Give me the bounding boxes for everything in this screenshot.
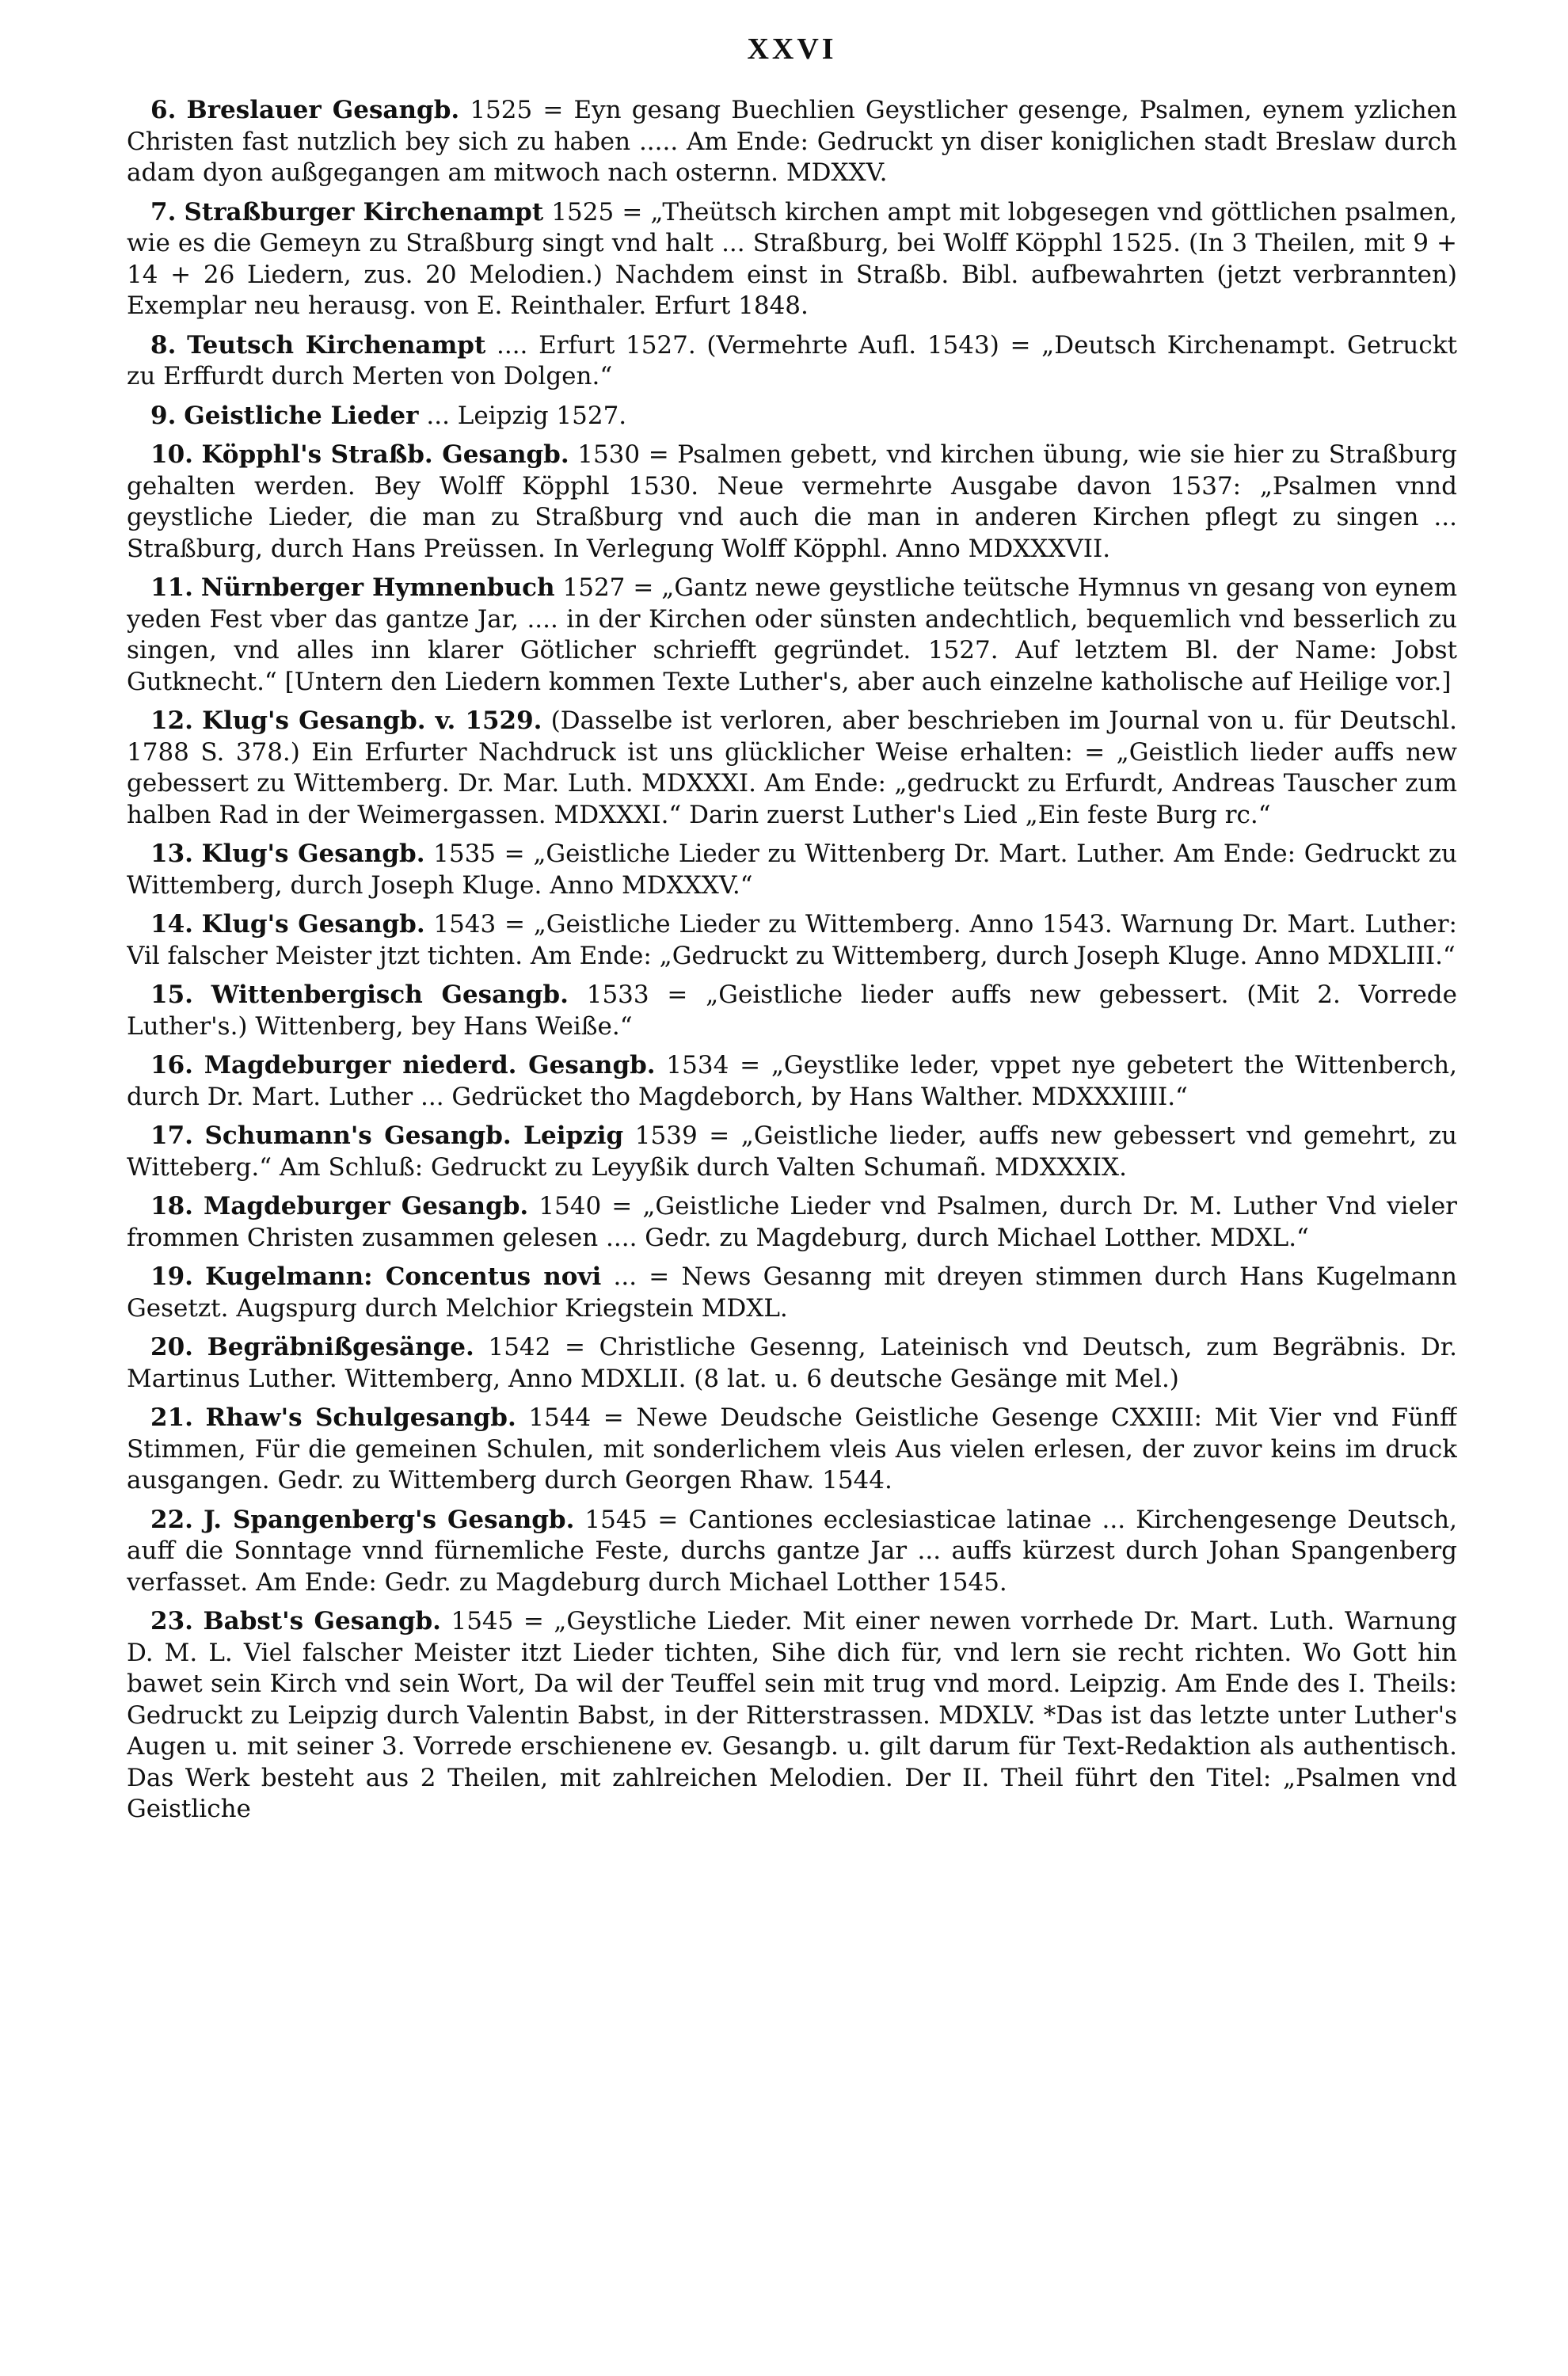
bibliography-entry [127,573,1457,698]
entry-number: 21. [150,1403,193,1432]
bibliography-entry [127,839,1457,901]
entry-text: 1535 = „Geistliche Lieder zu Wittenberg Dr. Mart. Luther. Am Ende: Gedruckt zu Wittemberg, durch Joseph Kluge. Anno MDXXXV.“ [127,840,1457,900]
entry-text: 1545 = „Geystliche Lieder. Mit einer newen vorrhede Dr. Mart. Luth. Warnung D. M. L. Viel falscher Meister itzt Lieder tichten, Sihe dich für, vnd lern sie recht richten. Wo Gott hin bawet sein Kirch vnd sein Wort, Da wil der Teuffel sein mit trug vnd mord. Leipzig. Am Ende des I. Theils: Gedruckt zu Leipzig durch Valentin Babst, in der Ritterstrassen. MDXLV. *Das ist das letzte unter Luther's Augen u. mit seiner 3. Vorrede erschienene ev. Gesangb. u. gilt darum für Text-Redaktion als authentisch. Das Werk besteht aus 2 Theilen, mit zahlreichen Melodien. Der II. Theil führt den Titel: „Psalmen vnd Geistliche [127,1607,1457,1823]
bibliography-entry [127,909,1457,972]
entry-heading: Magdeburger Gesangb. [204,1192,529,1220]
entry-number: 18. [150,1192,193,1220]
entry-number: 17. [150,1121,193,1150]
entry-number: 20. [150,1333,193,1361]
entry-heading: Wittenbergisch Gesangb. [211,980,569,1009]
entry-heading: Klug's Gesangb. v. 1529. [202,706,542,735]
entry-text: 1540 = „Geistliche Lieder vnd Psalmen, durch Dr. M. Luther Vnd vieler frommen Christen zusammen gelesen .... Gedr. zu Magdeburg, durch Michael Lotther. MDXL.“ [127,1192,1457,1252]
entry-heading: Geistliche Lieder [184,401,419,430]
entry-text: 1543 = „Geistliche Lieder zu Wittemberg. Anno 1543. Warnung Dr. Mart. Luther: Vil falscher Meister jtzt tichten. Am Ende: „Gedruckt zu Wittemberg, durch Joseph Kluge. Anno MDXLIII.“ [127,910,1457,970]
bibliography-entry [127,1121,1457,1183]
entry-number: 22. [150,1505,193,1534]
bibliography-entry [127,1505,1457,1599]
bibliography-entry [127,1191,1457,1254]
bibliography-entry [127,1606,1457,1826]
bibliography-entry [127,980,1457,1042]
bibliography-entry [127,330,1457,393]
entry-number: 10. [150,440,193,469]
bibliography-entry [127,1403,1457,1497]
entry-heading: Begräbnißgesänge. [207,1333,474,1361]
entry-text: 1544 = Newe Deudsche Geistliche Gesenge CXXIII: Mit Vier vnd Fünff Stimmen, Für die gemeinen Schulen, mit sonderlichem vleis Aus vielen erlesen, der zuvor keins im druck ausgangen. Gedr. zu Wittemberg durch Georgen Rhaw. 1544. [127,1403,1457,1495]
entry-text: 1542 = Christliche Gesenng, Lateinisch vnd Deutsch, zum Begräbnis. Dr. Martinus Luther. Wittemberg, Anno MDXLII. (8 lat. u. 6 deutsche Gesänge mit Mel.) [127,1333,1457,1393]
entry-heading: Rhaw's Schulgesangb. [205,1403,516,1432]
bibliography-entry [127,1262,1457,1324]
entry-number: 23. [150,1607,193,1635]
entry-heading: Babst's Gesangb. [203,1607,441,1635]
entry-heading: Schumann's Gesangb. Leipzig [204,1121,624,1150]
bibliography-entry [127,401,1457,432]
document-page [127,32,1457,2344]
bibliography-entries [127,95,1457,1826]
entry-text: 1527 = „Gantz newe geystliche teütsche Hymnus vn gesang von eynem yeden Fest vber das gantze Jar, .... in der Kirchen oder sünsten andechtlich, bequemlich vnd besserlich zu singen, vnd alles inn klarer Götlicher schriefft gegründet. 1527. Auf letztem Bl. der Name: Jobst Gutknecht.“ [Untern den Liedern kommen Texte Luther's, aber auch einzelne katholische auf Heilige vor.] [127,573,1457,696]
entry-number: 14. [150,910,193,939]
entry-number: 9. [150,401,177,430]
bibliography-entry [127,1050,1457,1113]
page-number: XXVI [747,32,837,66]
entry-heading: Straßburger Kirchenampt [184,197,544,227]
bibliography-entry [127,197,1457,322]
entry-heading: Klug's Gesangb. [201,840,425,868]
entry-heading: J. Spangenberg's Gesangb. [203,1505,575,1534]
entry-heading: Köpphl's Straßb. Gesangb. [201,440,569,469]
entry-text: ... Leipzig 1527. [426,401,627,430]
entry-number: 8. [150,330,177,360]
entry-text: 1533 = „Geistliche lieder auffs new gebessert. (Mit 2. Vorrede Luther's.) Wittenberg, bey Hans Weiße.“ [127,980,1457,1041]
entry-text: .... Erfurt 1527. (Vermehrte Aufl. 1543) = „Deutsch Kirchenampt. Getruckt zu Erffurdt durch Merten von Dolgen.“ [127,330,1457,390]
bibliography-entry [127,95,1457,189]
entry-number: 11. [150,573,193,602]
entry-number: 16. [150,1051,193,1079]
entry-text: 1539 = „Geistliche lieder, auffs new gebessert vnd gemehrt, zu Witteberg.“ Am Schluß: Gedruckt zu Leyyßik durch Valten Schumañ. MDXXXIX. [127,1121,1457,1182]
entry-text: 1525 = Eyn gesang Buechlien Geystlicher gesenge, Psalmen, eynem yzlichen Christen fast nutzlich bey sich zu haben ..... Am Ende: Gedruckt yn diser koniglichen stadt Breslaw durch adam dyon außgegangen am mitwoch nach osternn. MDXXV. [127,96,1457,187]
entry-number: 13. [150,840,193,868]
bibliography-entry [127,440,1457,565]
entry-heading: Magdeburger niederd. Gesangb. [204,1051,656,1079]
bibliography-entry [127,706,1457,831]
entry-text: 1545 = Cantiones ecclesiasticae latinae ... Kirchengesenge Deutsch, auff die Sonntage vnnd fürnemliche Feste, durchs gantze Jar ... auffs kürzest durch Johan Spangenberg verfasset. Am Ende: Gedr. zu Magdeburg durch Michael Lotther 1545. [127,1505,1457,1597]
entry-number: 15. [150,980,193,1009]
entry-number: 6. [150,96,177,124]
entry-text: (Dasselbe ist verloren, aber beschrieben im Journal von u. für Deutschl. 1788 S. 378.) Ein Erfurter Nachdruck ist uns glücklicher Weise erhalten: = „Geistlich lieder auffs new gebessert zu Wittemberg. Dr. Mar. Luth. MDXXXI. Am Ende: „gedruckt zu Erfurdt, Andreas Tauscher zum halben Rad in der Weimergassen. MDXXXI.“ Darin zuerst Luther's Lied „Ein feste Burg rc.“ [127,706,1457,829]
entry-text: 1525 = „Theütsch kirchen ampt mit lobgesegen vnd göttlichen psalmen, wie es die Gemeyn zu Straßburg singt vnd halt ... Straßburg, bei Wolff Köpphl 1525. (In 3 Theilen, mit 9 + 14 + 26 Liedern, zus. 20 Melodien.) Nachdem einst in Straßb. Bibl. aufbewahrten (jetzt verbrannten) Exemplar neu herausg. von E. Reinthaler. Erfurt 1848. [127,197,1457,320]
entry-heading: Teutsch Kirchenampt [187,330,486,360]
entry-heading: Klug's Gesangb. [201,910,425,939]
entry-heading: Kugelmann: Concentus novi [205,1262,602,1291]
entry-heading: Breslauer Gesangb. [186,96,460,124]
entry-number: 12. [150,706,193,735]
entry-text: 1530 = Psalmen gebett, vnd kirchen übung, wie sie hier zu Straßburg gehalten werden. Bey Wolff Köpphl 1530. Neue vermehrte Ausgabe davon 1537: „Psalmen vnnd geystliche Lieder, die man zu Straßburg vnd auch die man in anderen Kirchen pflegt zu singen ... Straßburg, durch Hans Preüssen. In Verlegung Wolff Köpphl. Anno MDXXXVII. [127,440,1457,563]
entry-number: 7. [150,197,177,227]
entry-number: 19. [150,1262,193,1291]
entry-text: 1534 = „Geystlike leder, vppet nye gebetert the Wittenberch, durch Dr. Mart. Luther ... Gedrücket tho Magdeborch, by Hans Walther. MDXXXIIII.“ [127,1051,1457,1111]
entry-text: ... = News Gesanng mit dreyen stimmen durch Hans Kugelmann Gesetzt. Augspurg durch Melchior Kriegstein MDXL. [127,1262,1457,1323]
entry-heading: Nürnberger Hymnenbuch [200,573,555,602]
bibliography-entry [127,1332,1457,1395]
